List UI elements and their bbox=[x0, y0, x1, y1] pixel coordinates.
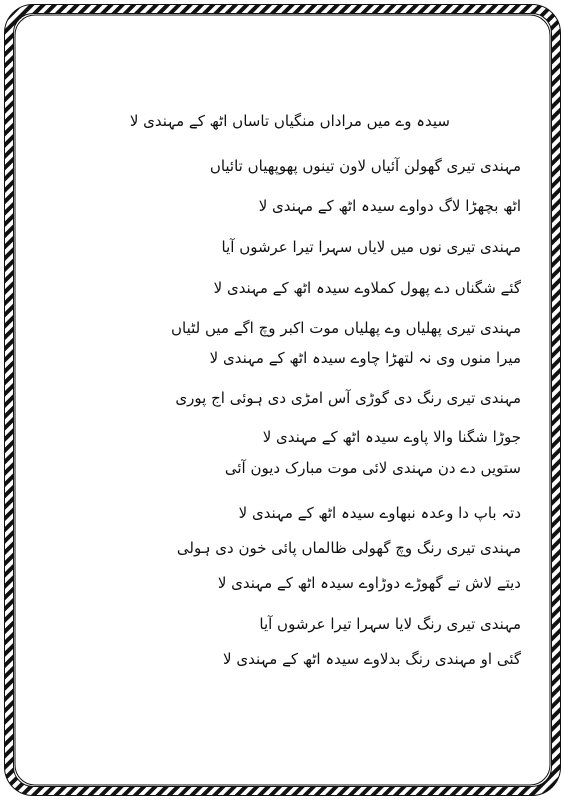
verse-line: دتہ باپ دا وعدہ نبھاوے سیدہ اٹھ کے مہندی لا bbox=[238, 504, 521, 522]
verse-line: گئی او مہندی رنگ بدلاوے سیدہ اٹھ کے مہندی لا bbox=[223, 650, 521, 668]
verse-line: اٹھ بچھڑا لاگ دواوے سیدہ اٹھ کے مہندی لا bbox=[258, 197, 521, 215]
verse-line: میرا منوں وی نہ لتھڑا چاوے سیدہ اٹھ کے مہندی لا bbox=[209, 349, 521, 367]
poem-title: سیدہ وے میں مراداں منگیاں تاساں اٹھ کے مہندی لا bbox=[129, 112, 450, 130]
verse-line: مہندی تیری رنگ لایا سہرا تیرا عرشوں آیا bbox=[259, 615, 521, 633]
verse-line: مہندی تیری گھولن آئیاں لاون تینوں پھوپھیاں تائیاں bbox=[209, 157, 521, 175]
verse-line: مہندی تیری نوں میں لایاں سہرا تیرا عرشوں آیا bbox=[221, 238, 521, 256]
poem-body bbox=[60, 0, 525, 800]
verse-line: مہندی تیری رنگ دی گوڑی آس امڑی دی ہوئی اج پوری bbox=[175, 389, 521, 407]
verse-line: ستویں دے دن مہندی لائی موت مبارک دیون آئی bbox=[224, 459, 521, 477]
verse-line: جوڑا شگنا والا پاوے سیدہ اٹھ کے مہندی لا bbox=[262, 428, 521, 446]
verse-line: مہندی تیری رنگ وچ گھولی ظالماں پائی خون دی ہولی bbox=[176, 539, 521, 557]
verse-line: مہندی تیری پھلیاں وے پھلیاں موت اکبر وچ اگے میں لٹیاں bbox=[171, 319, 521, 337]
verse-line: گئے شگناں دے پھول کملاوے سیدہ اٹھ کے مہندی لا bbox=[213, 279, 521, 297]
verse-line: دیتے لاش تے گھوڑے دوڑاوے سیدہ اٹھ کے مہندی لا bbox=[217, 574, 521, 592]
